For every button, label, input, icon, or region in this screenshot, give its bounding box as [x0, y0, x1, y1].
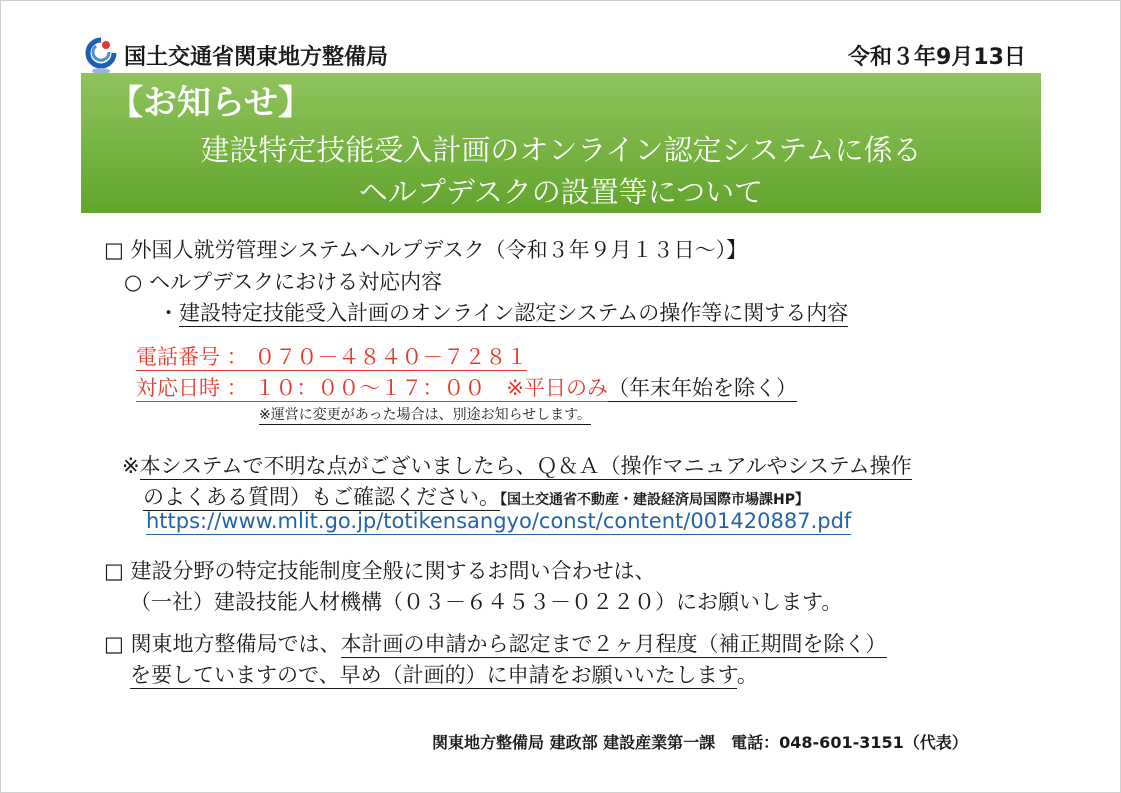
notice-label: 【お知らせ】 [109, 83, 312, 123]
kanto-line-2-end: 。 [736, 663, 758, 687]
content-heading: ○ ヘルプデスクにおける対応内容 [124, 270, 443, 294]
footer-contact: 関東地方整備局 建政部 建設産業第一課 電話：048-601-3151（代表） [432, 733, 968, 752]
qa-url-link[interactable]: https://www.mlit.go.jp/totikensangyo/const/content/001420887.pdf [146, 509, 852, 533]
qa-line-2 [143, 481, 809, 511]
inquiry-line-2: （一社）建設技能人材機構（０３－６４５３－０２２０）にお願いします。 [130, 590, 843, 614]
kanto-line-1 [104, 628, 887, 658]
phone-number-text: 電話番号 ： ０７０－４８４０－７２８１ [136, 345, 528, 369]
kanto-prefix: □ 関東地方整備局では、 [104, 632, 341, 656]
holiday-exclusion: （年末年始を除く） [607, 376, 797, 400]
helpdesk-heading: □ 外国人就労管理システムヘルプデスク（令和３年９月１３日〜）】 [104, 238, 748, 262]
content-bullet-text: 建設特定技能受入計画のオンライン認定システムの操作等に関する内容 [179, 301, 849, 325]
organization-name: 国土交通省関東地方整備局 [124, 45, 389, 70]
service-hours-text: 対応日時 ： １０：００〜１７：００ ※平日のみ [136, 376, 608, 400]
kanto-line-1-text: 本計画の申請から認定まで２ヶ月程度（補正期間を除く） [340, 632, 887, 656]
qa-line-1-text: 本システムで不明な点がございましたら、Ｑ＆Ａ（操作マニュアルやシステム操作 [139, 454, 912, 478]
qa-source: 【国土交通省不動産・建設経済局国際市場課HP】 [500, 492, 809, 508]
content-bullet [158, 297, 848, 327]
change-note-text: ※運営に変更があった場合は、別途お知らせします。 [259, 407, 592, 423]
qa-mark: ※ [122, 454, 140, 478]
mlit-logo-icon [84, 36, 118, 76]
title-line-2: ヘルプデスクの設置等について [358, 175, 764, 209]
bullet-mark: ・ [158, 301, 179, 325]
phone-number [136, 341, 527, 371]
notice-date: 令和３年9月13日 [848, 45, 1026, 70]
kanto-line-2 [130, 659, 758, 689]
qa-url-wrap [146, 509, 851, 533]
kanto-line-2-text: を要していますので、早め（計画的）に申請をお願いいたします [130, 663, 737, 687]
qa-line-2-text: のよくある質問）もご確認ください。 [143, 485, 500, 509]
qa-line-1 [122, 450, 912, 480]
inquiry-line-1: □ 建設分野の特定技能制度全般に関するお問い合わせは、 [104, 559, 656, 583]
service-hours [136, 372, 797, 402]
change-note [259, 404, 591, 424]
title-banner [81, 73, 1041, 213]
title-line-1: 建設特定技能受入計画のオンライン認定システムに係る [200, 133, 922, 167]
